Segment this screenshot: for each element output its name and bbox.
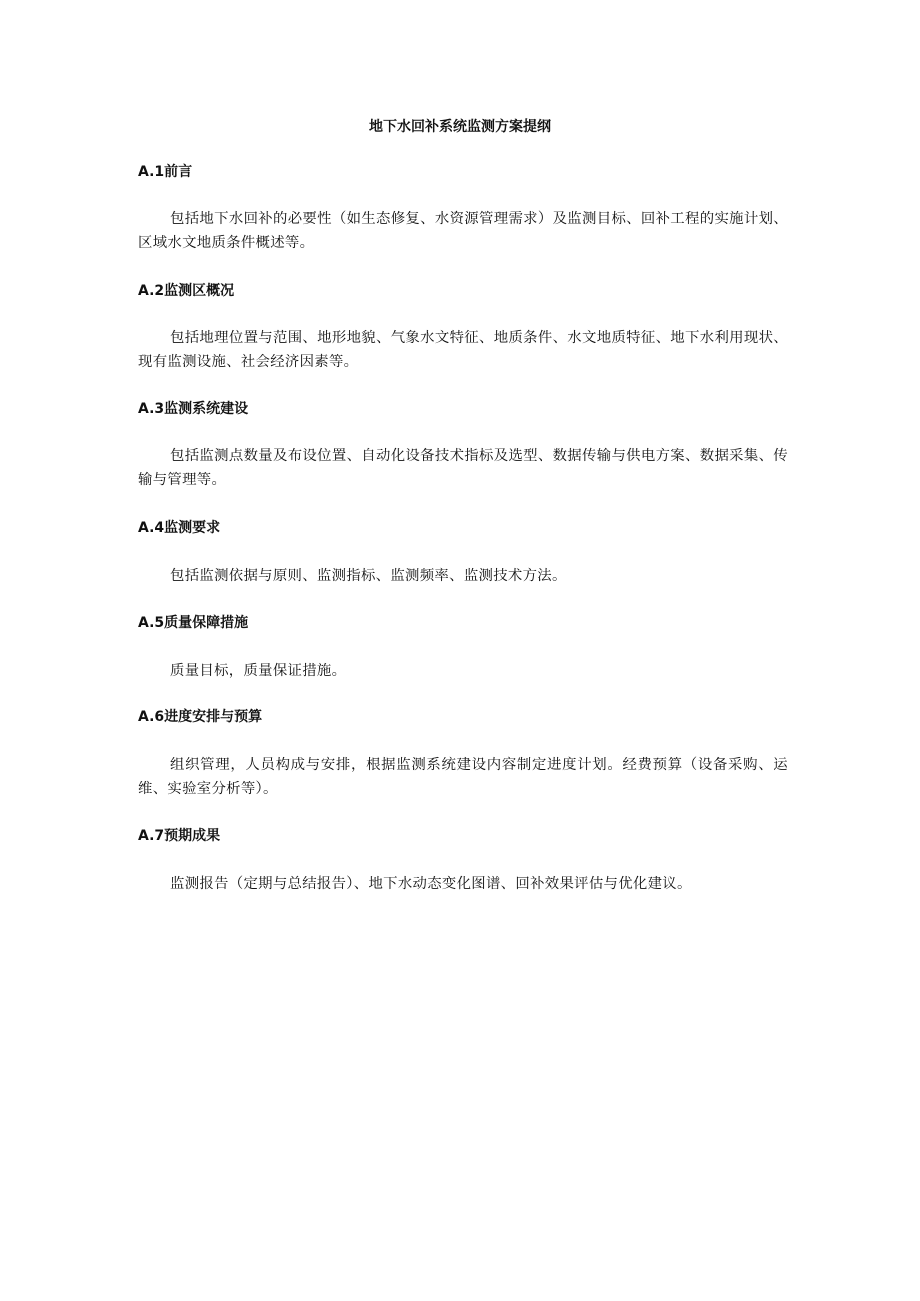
- section-heading-a2: A.2监测区概况: [138, 283, 235, 299]
- section-heading-a5: A.5质量保障措施: [138, 615, 249, 631]
- section-body-a6: 组织管理，人员构成与安排，根据监测系统建设内容制定进度计划。经费预算（设备采购、运维、实验室分析等）。: [138, 757, 788, 797]
- section-heading-a1: A.1前言: [138, 164, 193, 180]
- section-body-a4: 包括监测依据与原则、监测指标、监测频率、监测技术方法。: [170, 568, 567, 584]
- section-body-a3: 包括监测点数量及布设位置、自动化设备技术指标及选型、数据传输与供电方案、数据采集、传输与管理等。: [138, 448, 788, 488]
- section-heading-a4: A.4监测要求: [138, 520, 221, 536]
- document-title: 地下水回补系统监测方案提纲: [369, 119, 551, 135]
- section-body-a7: 监测报告（定期与总结报告）、地下水动态变化图谱、回补效果评估与优化建议。: [170, 876, 692, 892]
- section-heading-a6: A.6进度安排与预算: [138, 709, 263, 725]
- section-body-a5: 质量目标，质量保证措施。: [170, 663, 347, 679]
- section-body-a1: 包括地下水回补的必要性（如生态修复、水资源管理需求）及监测目标、回补工程的实施计划、区域水文地质条件概述等。: [138, 211, 788, 251]
- section-heading-a3: A.3监测系统建设: [138, 401, 249, 417]
- section-body-a2: 包括地理位置与范围、地形地貌、气象水文特征、地质条件、水文地质特征、地下水利用现状、现有监测设施、社会经济因素等。: [138, 330, 788, 370]
- section-heading-a7: A.7预期成果: [138, 828, 221, 844]
